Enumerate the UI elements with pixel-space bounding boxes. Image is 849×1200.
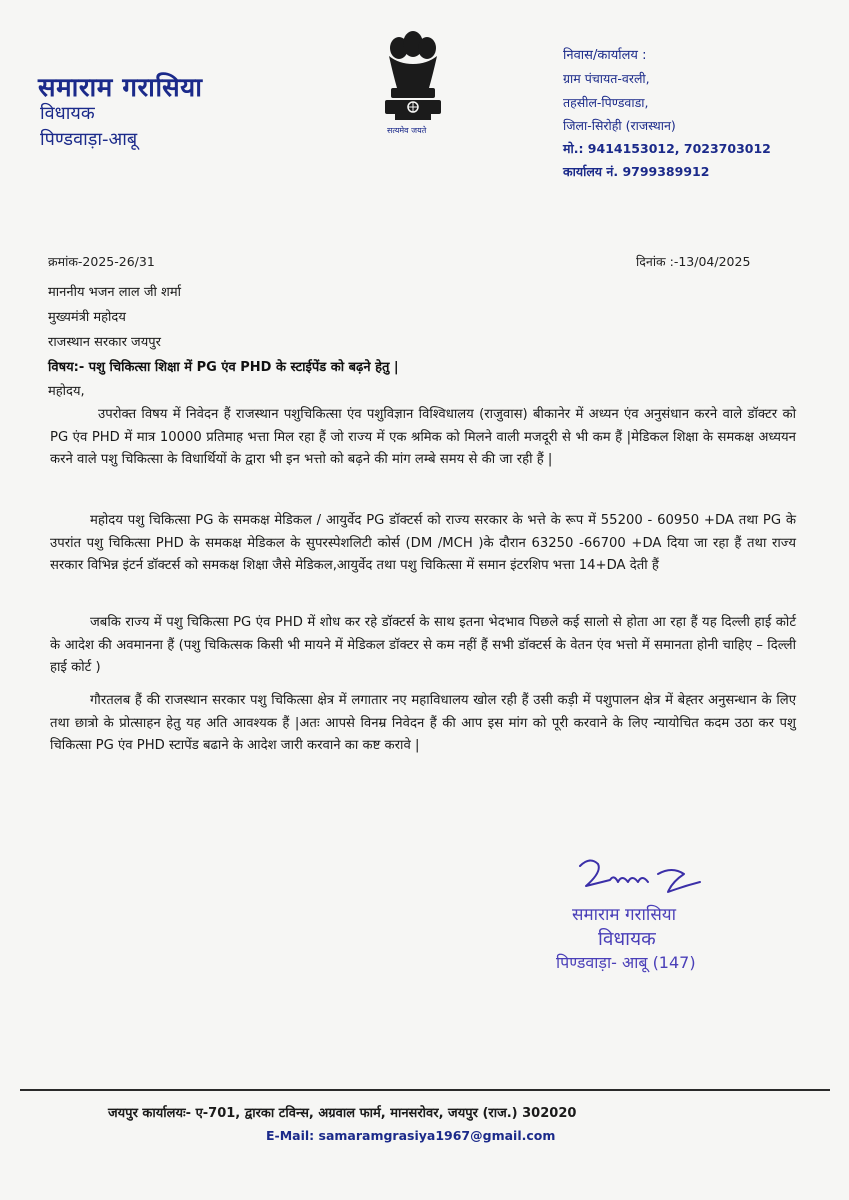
body-paragraph: जबकि राज्य में पशु चिकित्सा PG एंव PHD में शोध कर रहे डॉक्टर्स के साथ इतना भेदभाव पिछले कई सालो से होता आ रहा हैं यह दिल्ली हाई कोर्ट के आदेश की अवमानना हैं (पशु चिकित्सक किसी भी मायने में मेडिकल डॉक्टर से कम नहीं हैं सभी डॉक्टर्स के वेतन एंव भत्तो में समानता होनी चाहिए – दिल्ली हाई कोर्ट ) [50, 615, 796, 675]
recipient-line: राजस्थान सरकार जयपुर [48, 335, 161, 350]
signature-name: समाराम गरासिया [572, 905, 677, 925]
body-paragraph: उपरोक्त विषय में निवेदन हैं राजस्थान पशुचिकित्सा एंव पशुविज्ञान विश्विधालय (राजुवास) बीकानेर में अध्यन एंव अनुसंधान करने वाले डॉक्टर को PG एंव PHD में मात्र 10000 प्रतिमाह भत्ता मिल रहा हैं जो राज्य में एक श्रमिक को मिलने वाली मजदूरी से भी कम हैं |मेडिकल शिक्षा के समकक्ष अध्ययन करने वाले पशु चिकित्सा के विधार्थियों के द्वारा भी इन भत्तो को बढ़ने की मांग लम्बे समय से की जा रही हैं | [50, 407, 796, 467]
footer-divider [20, 1089, 830, 1091]
letterhead-name: समाराम गरासिया [38, 73, 203, 103]
letterhead-title: विधायक [40, 103, 95, 124]
recipient-line: माननीय भजन लाल जी शर्मा [48, 285, 181, 300]
letterhead-constituency: पिण्डवाड़ा-आबू [40, 129, 138, 150]
address-line: जिला-सिरोही (राजस्थान) [563, 118, 676, 133]
body-paragraph: गौरतलब हैं की राजस्थान सरकार पशु चिकित्सा क्षेत्र में लगातार नए महाविधालय खोल रही हैं उसी कड़ी में पशुपालन क्षेत्र में बेह्तर अनुसन्धान के लिए तथा छात्रो के प्रोत्साहन हेतु यह अति आवश्यक हैं |अतः आपसे विनम्र निवेदन हैं की आप इस मांग को पूरी करवाने के लिए न्यायोचित कदम उठा कर पशु चिकित्सा PG एंव PHD स्टापेंड बढाने के आदेश जारी करवाने का कष्ट करावे | [50, 693, 796, 753]
address-line: ग्राम पंचायत-वरली, [563, 71, 650, 86]
recipient-line: मुख्यमंत्री महोदय [48, 310, 126, 325]
signature-place: पिण्डवाड़ा- आबू (147) [556, 953, 696, 972]
emblem-motto: सत्यमेव जयते [387, 126, 427, 135]
footer-email: E-Mail: samaramgrasiya1967@gmail.com [266, 1128, 556, 1143]
state-emblem-icon [375, 30, 451, 138]
body-paragraph: महोदय पशु चिकित्सा PG के समकक्ष मेडिकल / आयुर्वेद PG डॉक्टर्स को राज्य सरकार के भत्ते के रूप में 55200 - 60950 +DA तथा PG के उपरांत पशु चिकित्सा PHD के समकक्ष मेडिकल के सुपरस्पेशलिटी कोर्स (DM /MCH )के दौरान 63250 -66700 +DA दिया जा रहा हैं तथा राज्य सरकार विभिन्न इंटर्न डॉक्टर्स को समकक्ष शिक्षा जैसे मेडिकल,आयुर्वेद तथा पशु चिकित्सा में समान इंटरशिप भत्ता 14+DA देती हैं [50, 513, 796, 573]
address-line: तहसील-पिण्डवाडा, [563, 95, 649, 110]
letter-date: दिनांक :-13/04/2025 [636, 254, 751, 269]
letter-subject: विषय:- पशु चिकित्सा शिक्षा में PG एंव PHD के स्टाईपेंड को बढ़ने हेतु | [48, 360, 399, 375]
salutation: महोदय, [48, 384, 85, 399]
address-heading: निवास/कार्यालय : [563, 48, 647, 63]
handwritten-signature [572, 852, 712, 898]
reference-number: क्रमांक-2025-26/31 [48, 254, 155, 269]
address-phone: मो.: 9414153012, 7023703012 [563, 141, 771, 156]
address-office-phone: कार्यालय नं. 9799389912 [563, 164, 710, 179]
footer-address: जयपुर कार्यालयः- ए-701, द्वारका टविन्स, अग्रवाल फार्म, मानसरोवर, जयपुर (राज.) 302020 [108, 1106, 577, 1121]
signature-title: विधायक [598, 928, 656, 950]
